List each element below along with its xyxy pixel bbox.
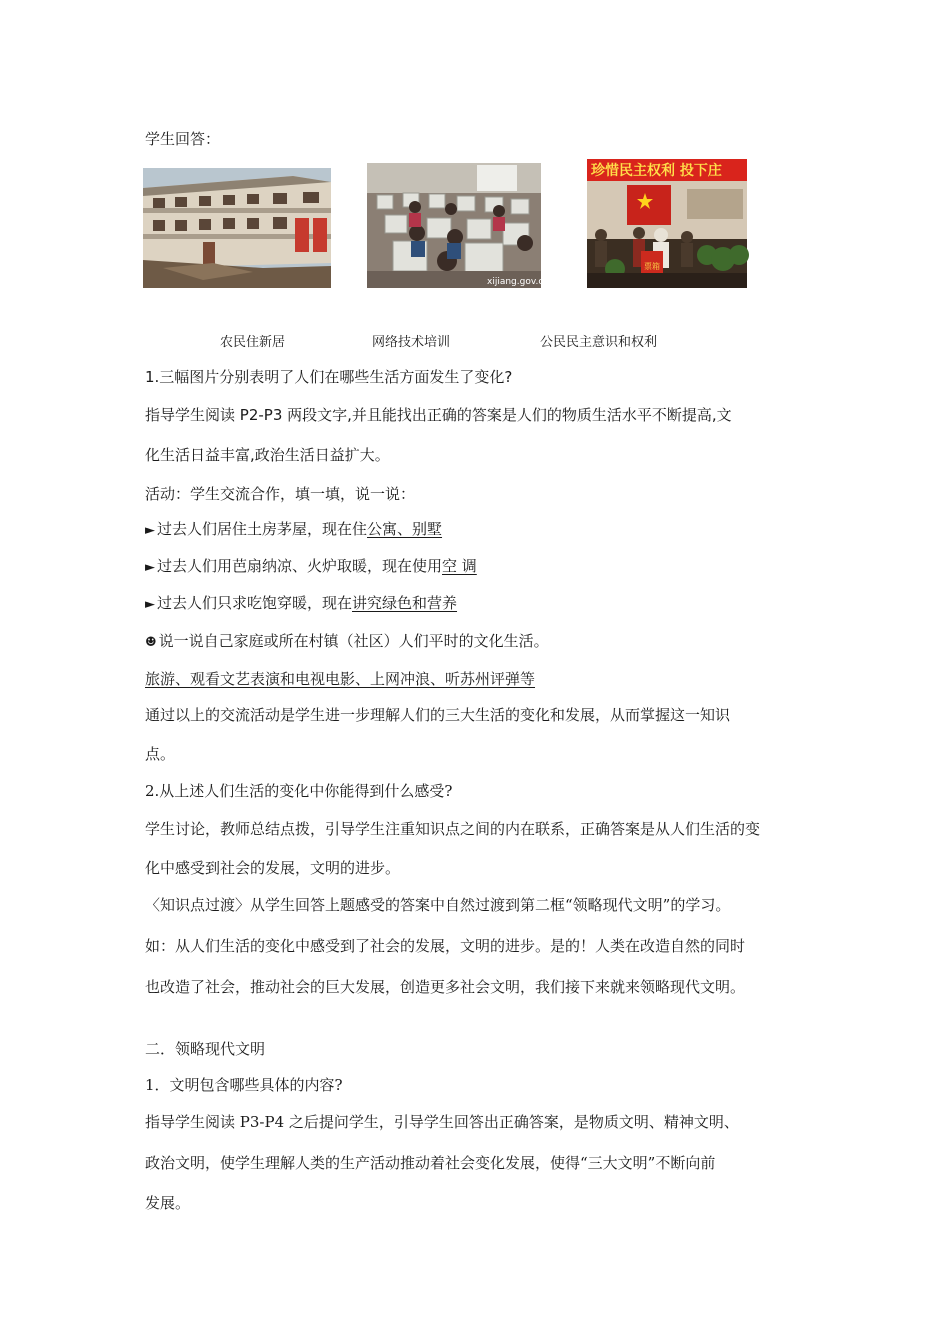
talk-prompt [145,630,549,651]
talk-text: 说一说自己家庭或所在村镇（社区）人们平时的文化生活。 [158,632,549,650]
fill-answer: 空 调 [442,557,477,575]
intro-label: 学生回答： [145,130,221,148]
guide-3-line-1: 指导学生阅读 P3-P4 之后提问学生，引导学生回答出正确答案，是物质文明、精神文明、 [145,1113,739,1131]
question-1: 1.三幅图片分别表明了人们在哪些生活方面发生了变化? [145,368,513,386]
question-2: 2.从上述人们生活的变化中你能得到什么感受? [145,782,453,800]
section-2-heading: 二．领略现代文明 [145,1040,266,1058]
question-3: 1．文明包含哪些具体的内容? [145,1076,343,1094]
fill-text: 过去人们居住土房茅屋，现在住 [157,520,368,538]
activity-label: 活动：学生交流合作，填一填，说一说： [145,485,416,503]
fill-item-food [145,592,457,613]
summary-1-line-2: 点。 [145,745,176,763]
fill-answer: 公寓、别墅 [367,520,443,538]
caption-network-training: 网络技术培训 [372,335,451,350]
photo-democratic-rights [587,159,747,288]
guide-1-line-1: 指导学生阅读 P2-P3 两段文字,并且能找出正确的答案是人们的物质生活水平不断提高,文 [145,406,732,424]
fill-answer: 讲究绿色和营养 [352,594,458,612]
guide-2-line-1: 学生讨论，教师总结点拨，引导学生注重知识点之间的内在联系，正确答案是从人们生活的变 [145,820,761,838]
triangle-bullet-icon: ► [145,560,155,575]
guide-1-line-2: 化生活日益丰富,政治生活日益扩大。 [145,446,390,464]
transition-line-2: 如：从人们生活的变化中感受到了社会的发展，文明的进步。是的！人类在改造自然的同时 [145,937,746,955]
caption-new-homes: 农民住新居 [220,335,286,350]
photo-new-homes [143,168,331,288]
transition-line-3: 也改造了社会，推动社会的巨大发展，创造更多社会文明，我们接下来就来领略现代文明。 [145,978,746,996]
talk-answer: 旅游、观看文艺表演和电视电影、上网冲浪、听苏州评弹等 [145,670,536,688]
triangle-bullet-icon: ► [145,523,155,538]
ballot-box-sign: 票箱 [644,262,660,271]
fill-text: 过去人们用芭扇纳凉、火炉取暖，现在使用 [157,557,443,575]
summary-1-line-1: 通过以上的交流活动是学生进一步理解人们的三大生活的变化和发展，从而掌握这一知识 [145,706,731,724]
fill-text: 过去人们只求吃饱穿暖，现在 [157,594,353,612]
transition-line-1: 〈知识点过渡〉从学生回答上题感受的答案中自然过渡到第二框“领略现代文明”的学习。 [145,896,731,914]
caption-democratic-rights: 公民民主意识和权利 [540,335,658,350]
guide-3-line-3: 发展。 [145,1194,191,1212]
fill-item-housing [145,518,442,539]
triangle-bullet-icon: ► [145,597,155,612]
guide-2-line-2: 化中感受到社会的发展，文明的进步。 [145,859,401,877]
photo-banner-text: 珍惜民主权利 投下庄 [591,163,722,179]
smiley-bullet-icon: ☻ [145,635,157,650]
photo-watermark: xijiang.gov.cn [487,277,549,287]
guide-3-line-2: 政治文明，使学生理解人类的生产活动推动着社会变化发展，使得“三大文明”不断向前 [145,1154,716,1172]
photo-network-training [367,163,549,288]
fill-item-cooling [145,555,477,576]
